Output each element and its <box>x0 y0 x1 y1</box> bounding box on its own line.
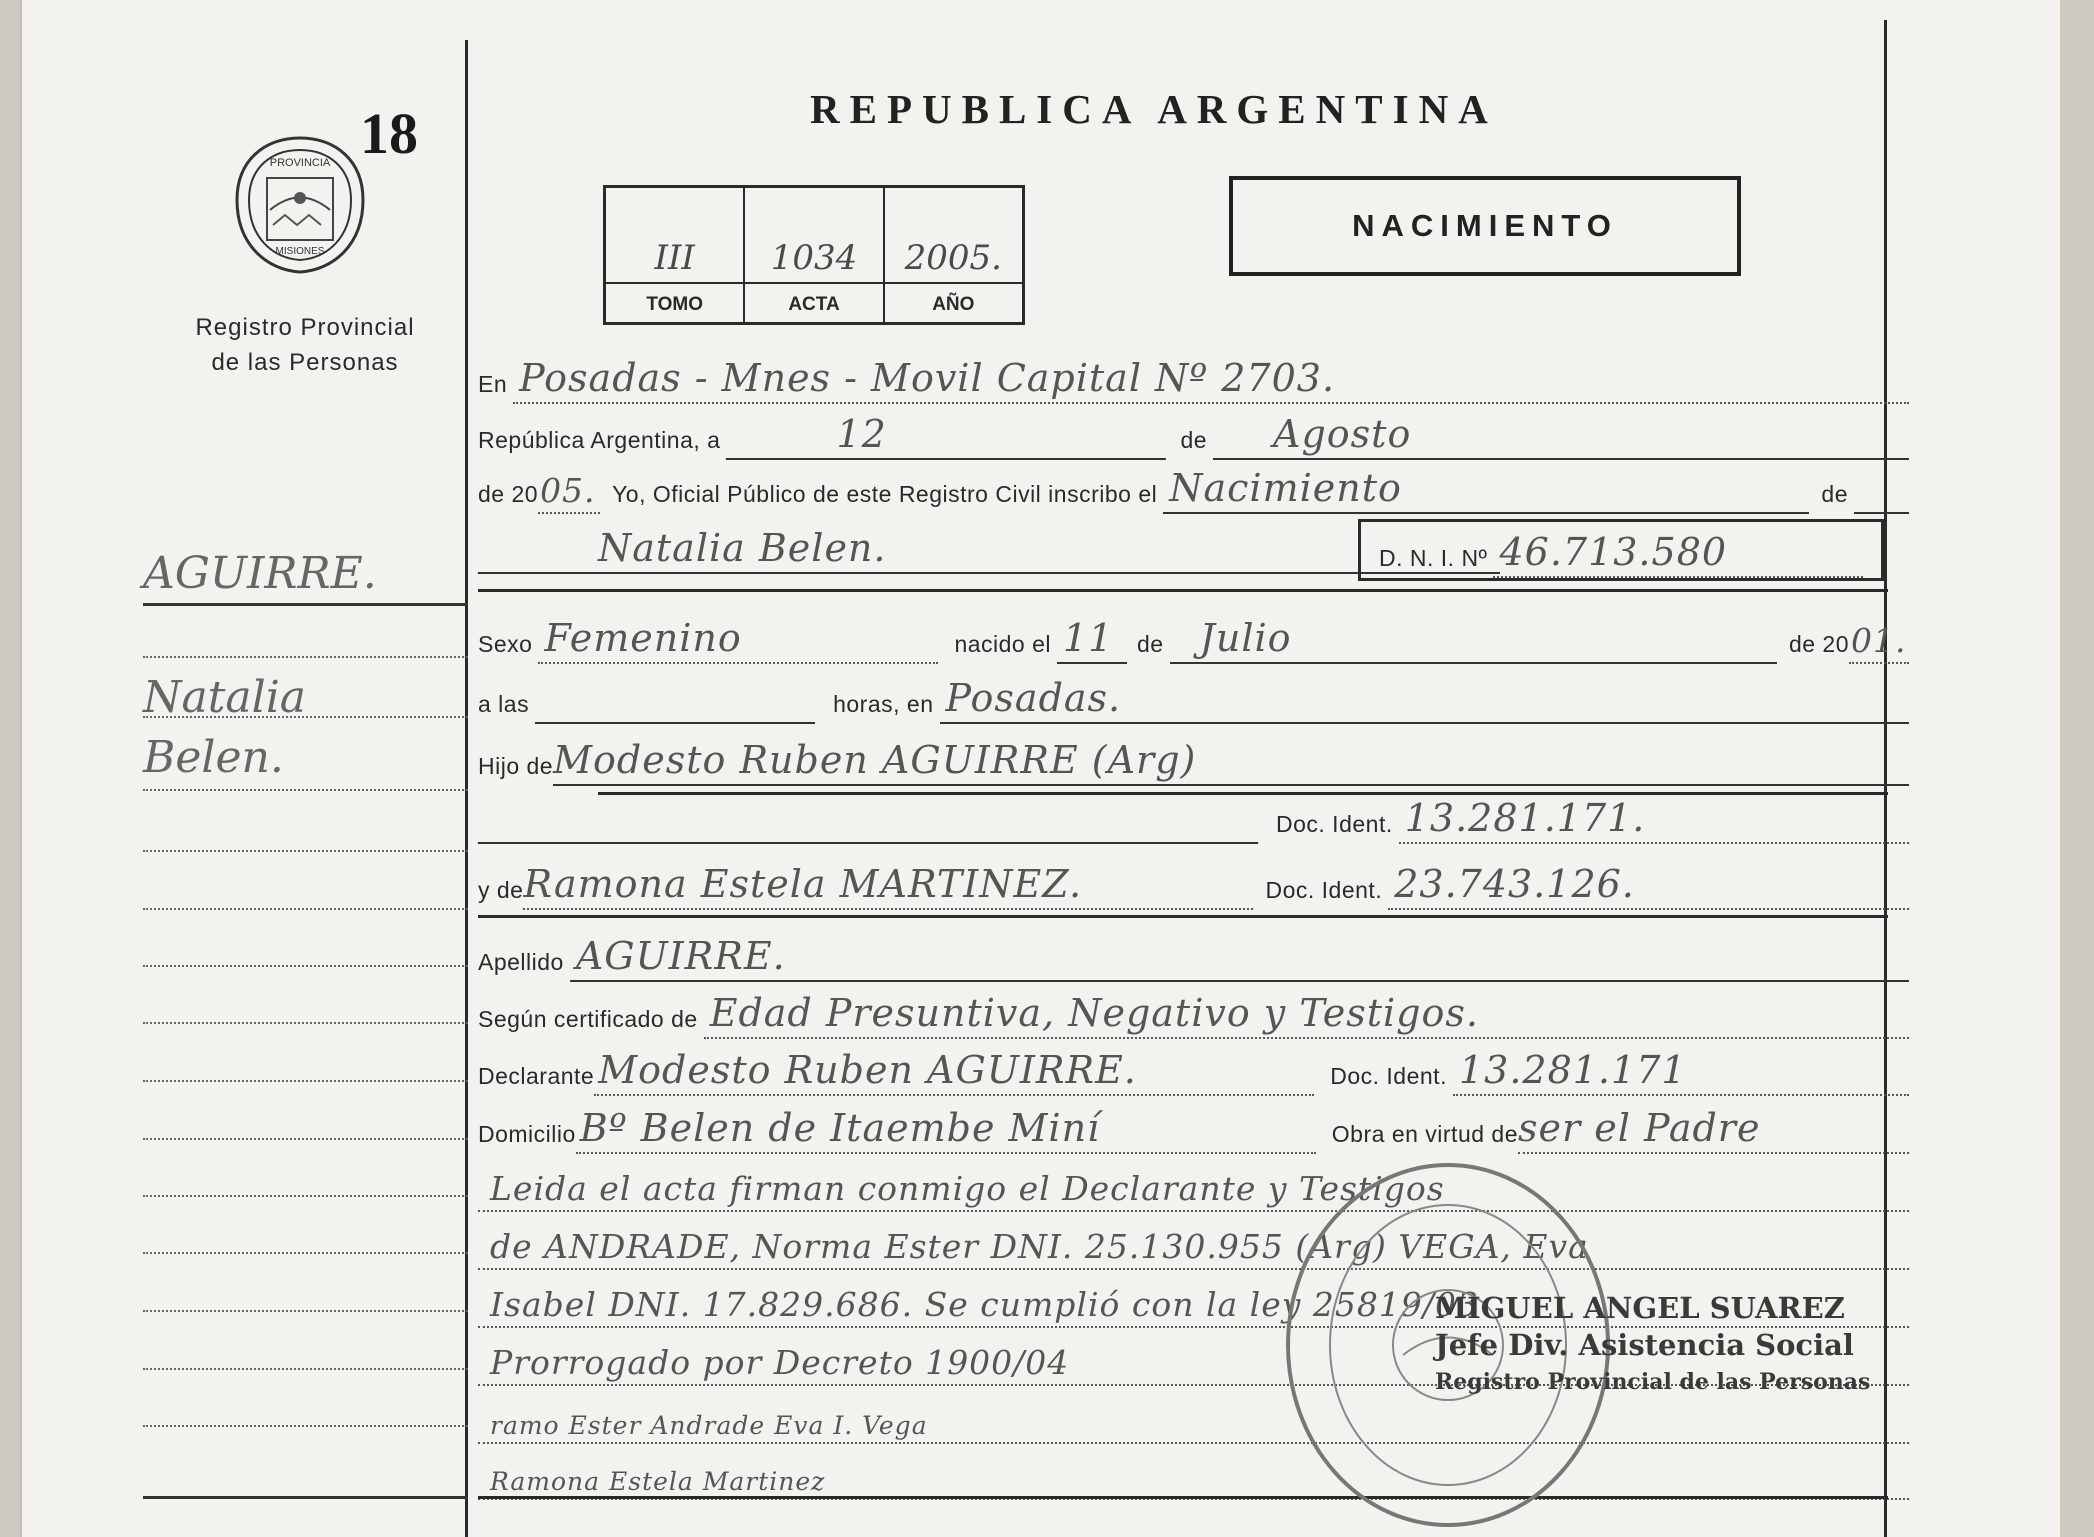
margin-line <box>143 1425 468 1427</box>
margin-line <box>143 789 468 791</box>
notes-3: Isabel DNI. 17.829.686. Se cumplió con la ley 25819/03 <box>490 1285 1479 1324</box>
margin-line <box>143 656 468 658</box>
birth-day-field <box>1057 610 1127 664</box>
registry-line-2: de las Personas <box>211 349 399 376</box>
de-label-2: de <box>1821 481 1848 507</box>
declarante-doc: 13.281.171 <box>1458 1048 1687 1092</box>
y-de-label: y de <box>478 877 524 903</box>
page-number: 18 <box>360 101 418 166</box>
acta-label: ACTA <box>788 294 840 315</box>
notes-line <box>478 1218 1909 1270</box>
birth-place-field <box>940 670 1910 724</box>
acta-value: 1034 <box>745 238 882 284</box>
mother-doc: 23.743.126. <box>1394 862 1635 906</box>
yo-label: Yo, Oficial Público de este Registro Civil inscribo el <box>612 481 1158 507</box>
father-doc: 13.281.171. <box>1404 796 1646 840</box>
day-value: 12 <box>836 412 887 456</box>
domicilio-label: Domicilio <box>478 1121 576 1147</box>
notes-field <box>478 1446 1909 1500</box>
obra-label: Obra en virtud de <box>1331 1121 1519 1147</box>
father-extra-field <box>478 790 1258 844</box>
domicilio-field <box>576 1100 1316 1154</box>
margin-line <box>143 1252 468 1254</box>
margin-line <box>143 1080 468 1082</box>
notes-line <box>478 1160 1909 1212</box>
section-divider <box>478 589 1888 592</box>
ano-cell <box>885 188 1022 322</box>
declarante-label: Declarante <box>478 1063 595 1089</box>
segun-label: Según certificado de <box>478 1006 698 1032</box>
row-father-doc <box>478 792 1909 844</box>
row-father <box>478 734 1909 786</box>
month-field <box>1213 406 1909 460</box>
notes-6: Ramona Estela Martinez <box>490 1467 826 1496</box>
signatory-name: MIGUEL ANGEL SUAREZ <box>1435 1291 1845 1325</box>
record-box <box>603 185 1025 325</box>
registry-name <box>150 310 460 380</box>
notes-field <box>478 1216 1909 1270</box>
mother-name: Ramona Estela MARTINEZ. <box>523 862 1083 906</box>
notes-5: ramo Ester Andrade Eva I. Vega <box>490 1411 928 1440</box>
birth-place: Posadas. <box>945 676 1122 720</box>
a-las-label: a las <box>478 691 530 717</box>
apellido-value: AGUIRRE. <box>575 934 786 978</box>
row-segun <box>478 987 1909 1039</box>
birth-year-suffix: 01. <box>1851 621 1907 660</box>
sexo-value: Femenino <box>544 616 742 660</box>
hour-field <box>535 670 815 724</box>
birth-year-field <box>1849 610 1909 664</box>
row-place <box>478 352 1909 404</box>
declarante-doc-field <box>1453 1042 1909 1096</box>
month-value: Agosto <box>1273 412 1412 456</box>
document-type: NACIMIENTO <box>1229 176 1741 276</box>
certificate-page <box>20 0 2060 1537</box>
row-year <box>478 462 1909 514</box>
notes-1: Leida el acta firman conmigo el Declarante y Testigos <box>490 1169 1445 1208</box>
country-title: REPUBLICA ARGENTINA <box>810 86 1498 132</box>
apellido-field <box>570 928 1909 982</box>
acta-cell <box>745 188 884 322</box>
birth-month-field <box>1170 610 1777 664</box>
margin-line <box>143 908 468 910</box>
ano-label: AÑO <box>932 294 975 315</box>
row-declarante <box>478 1044 1909 1096</box>
row-domicilio <box>478 1102 1909 1154</box>
declarante-field <box>594 1042 1314 1096</box>
birth-month: Julio <box>1199 616 1292 660</box>
margin-given-name-2: Belen. <box>143 732 284 783</box>
row-person-name <box>478 522 1500 574</box>
notes-4: Prorrogado por Decreto 1900/04 <box>490 1343 1070 1382</box>
margin-line <box>143 1310 468 1312</box>
obra-value: ser el Padre <box>1518 1106 1761 1150</box>
father-doc-field <box>1399 790 1909 844</box>
notes-field <box>478 1158 1909 1212</box>
year-prefix: de 20 <box>478 481 539 507</box>
place-value: Posadas - Mnes - Movil Capital Nº 2703. <box>519 356 1336 400</box>
tomo-cell <box>606 188 745 322</box>
registry-line-1: Registro Provincial <box>195 314 415 341</box>
row-hour <box>478 672 1909 724</box>
person-name-field <box>478 520 1500 574</box>
de-label-3: de <box>1137 631 1164 657</box>
mother-doc-label: Doc. Ident. <box>1265 877 1383 903</box>
hijo-label: Hijo de <box>478 753 554 779</box>
birth-day: 11 <box>1063 616 1114 660</box>
year-field <box>538 460 600 514</box>
margin-line <box>143 850 468 852</box>
signature-block <box>1435 1290 1870 1401</box>
de-label: de <box>1180 427 1208 453</box>
ano-value: 2005. <box>885 238 1022 284</box>
bottom-divider <box>478 1496 1888 1499</box>
margin-line <box>143 1022 468 1024</box>
nacido-label: nacido el <box>954 631 1052 657</box>
dni-field <box>1493 520 1863 578</box>
declarante-value: Modesto Ruben AGUIRRE. <box>598 1048 1137 1092</box>
tomo-label: TOMO <box>646 294 703 315</box>
margin-line <box>143 716 468 718</box>
father-name: Modesto Ruben AGUIRRE (Arg) <box>553 738 1197 782</box>
domicilio-value: Bº Belen de Itaembe Miní <box>579 1106 1101 1150</box>
obra-field <box>1518 1100 1909 1154</box>
mother-doc-field <box>1388 856 1909 910</box>
seal-top-text: PROVINCIA <box>269 157 331 169</box>
act-value: Nacimiento <box>1169 466 1402 510</box>
en-label: En <box>478 371 508 397</box>
horas-label: horas, en <box>833 691 934 717</box>
margin-line <box>143 1138 468 1140</box>
tomo-value: III <box>606 238 743 284</box>
seal-bottom-text: MISIONES <box>275 246 325 257</box>
place-field <box>513 350 1909 404</box>
notes-line <box>478 1448 1909 1500</box>
left-edge <box>20 0 22 1537</box>
margin-line <box>143 965 468 967</box>
segun-value: Edad Presuntiva, Negativo y Testigos. <box>709 991 1479 1035</box>
signatory-title: Jefe Div. Asistencia Social <box>1435 1328 1854 1362</box>
sexo-label: Sexo <box>478 631 533 657</box>
dni-value: 46.713.580 <box>1499 530 1728 574</box>
row-date <box>478 408 1909 460</box>
margin-given-name-1: Natalia <box>143 672 307 723</box>
notes-2: de ANDRADE, Norma Ester DNI. 25.130.955 (Arg) VEGA, Eva <box>490 1227 1589 1266</box>
margin-surname: AGUIRRE. <box>143 548 377 599</box>
signatory-org: Registro Provincial de las Personas <box>1435 1369 1871 1395</box>
apellido-label: Apellido <box>478 949 564 975</box>
provincial-seal-icon <box>225 130 375 280</box>
day-field <box>726 406 1166 460</box>
row-mother <box>478 858 1909 910</box>
year-suffix: 05. <box>540 471 596 510</box>
segun-field <box>704 985 1909 1039</box>
republica-label: República Argentina, a <box>478 427 721 453</box>
father-doc-label: Doc. Ident. <box>1276 811 1393 837</box>
margin-line <box>143 1195 468 1197</box>
margin-line <box>143 1496 468 1499</box>
mother-divider <box>478 915 1888 918</box>
margin-line <box>143 603 468 606</box>
father-field <box>553 732 1909 786</box>
declarante-doc-label: Doc. Ident. <box>1330 1063 1447 1089</box>
row-apellido <box>478 930 1909 982</box>
margin-line <box>143 1368 468 1370</box>
mother-field <box>523 856 1253 910</box>
act-field <box>1163 460 1809 514</box>
dni-label: D. N. I. Nº <box>1379 545 1488 571</box>
person-name: Natalia Belen. <box>598 526 887 570</box>
row-birth <box>478 612 1909 664</box>
dni-box <box>1358 519 1884 581</box>
de-field <box>1854 460 1909 514</box>
sexo-field <box>538 610 938 664</box>
birth-year-prefix: de 20 <box>1788 631 1849 657</box>
